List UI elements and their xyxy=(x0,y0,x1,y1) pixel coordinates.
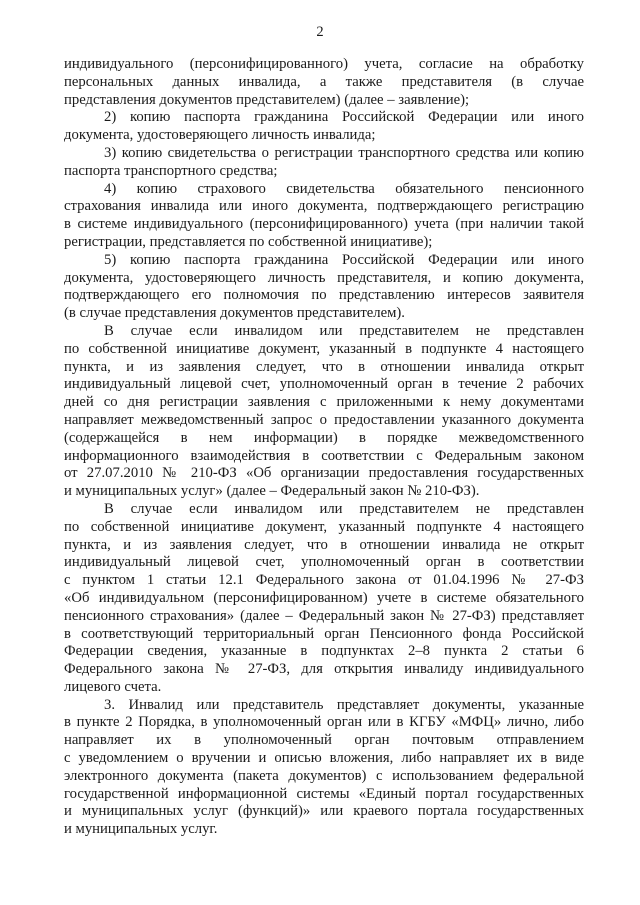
text-line: документа, удостоверяющего личность инвалида; xyxy=(64,127,376,144)
text-line: пункта, и из заявления следует, что в отношении инвалида открыт xyxy=(64,358,584,375)
text-line: представления документов представителем) (далее – заявление); xyxy=(64,91,470,108)
list-item-2 xyxy=(64,109,584,145)
text-line: по собственной инициативе документ, указанный в подпункте 4 настоящего xyxy=(64,340,584,357)
paragraph-application-end xyxy=(64,56,584,109)
paragraph-section-3 xyxy=(64,697,584,839)
text-line: и муниципальных услуг. xyxy=(64,821,218,838)
text-line: по собственной инициативе документ, указанный подпункте 4 настоящего xyxy=(64,518,584,535)
text-line: подтверждающего его полномочия по представлению интересов заявителя xyxy=(64,287,584,304)
text-line: и муниципальных услуг (функций)» или краевого портала государственных xyxy=(64,803,584,820)
paragraph-account-opened xyxy=(64,323,584,501)
text-line: в системе индивидуального (персонифицированного) учета (при наличии такой xyxy=(64,216,584,233)
text-line: дней со дня регистрации заявления с приложенными к нему документами xyxy=(64,394,584,411)
text-line: «Об индивидуальном (персонифицированном) учете в системе обязательного xyxy=(64,589,584,606)
text-line: Федерального закона № 27-ФЗ, для открытия инвалиду индивидуального xyxy=(64,661,584,678)
text-line: индивидуальный лицевой счет, уполномоченный орган в течение 2 рабочих xyxy=(64,376,584,393)
text-line: в пункте 2 Порядка, в уполномоченный орган или в КГБУ «МФЦ» лично, либо xyxy=(64,714,584,731)
text-line: и муниципальных услуг» (далее – Федеральный закон № 210-ФЗ). xyxy=(64,483,480,500)
text-line: с уведомлением о вручении и описью вложения, либо направляет их в виде xyxy=(64,750,584,767)
document-body xyxy=(64,56,584,839)
paragraph-account-not-opened xyxy=(64,501,584,697)
text-line: (в случае представления документов представителем). xyxy=(64,305,405,322)
text-line: лицевого счета. xyxy=(64,678,162,695)
text-line: с пунктом 1 статьи 12.1 Федерального закона от 01.04.1996 № 27-ФЗ xyxy=(64,572,584,589)
text-line: 3. Инвалид или представитель представляет документы, указанные xyxy=(104,696,584,713)
text-line: регистрации, представляется по собственной инициативе); xyxy=(64,233,433,250)
text-line: пункта, и из заявления следует, что в отношении инвалида не открыт xyxy=(64,536,584,553)
text-line: страхования инвалида или иного документа, подтверждающего регистрацию xyxy=(64,198,584,215)
list-item-5 xyxy=(64,252,584,323)
text-line: В случае если инвалидом или представителем не представлен xyxy=(104,500,584,517)
text-line: электронного документа (пакета документов) с использованием федеральной xyxy=(64,767,584,784)
text-line: индивидуального (персонифицированного) учета, согласие на обработку xyxy=(64,56,584,72)
text-line: паспорта транспортного средства; xyxy=(64,162,278,179)
text-line: информационного взаимодействия в соответствии с Федеральным законом xyxy=(64,447,584,464)
text-line: Федерации сведения, указанные в подпунктах 2–8 пункта 2 статьи 6 xyxy=(64,643,584,660)
text-line: 4) копию страхового свидетельства обязательного пенсионного xyxy=(104,180,584,197)
list-item-3 xyxy=(64,145,584,181)
text-line: в соответствующий территориальный орган Пенсионного фонда Российской xyxy=(64,625,584,642)
text-line: направляет межведомственный запрос о предоставлении указанного документа xyxy=(64,411,584,428)
text-line: персональных данных инвалида, а также представителя (в случае xyxy=(64,73,584,90)
text-line: индивидуальный лицевой счет, уполномоченный орган в соответствии xyxy=(64,554,584,571)
text-line: В случае если инвалидом или представителем не представлен xyxy=(104,322,584,339)
text-line: направляет их в уполномоченный орган почтовым отправлением xyxy=(64,732,584,749)
page-number: 2 xyxy=(316,24,324,40)
text-line: от 27.07.2010 № 210-ФЗ «Об организации предоставления государственных xyxy=(64,465,584,482)
text-line: (содержащейся в нем информации) в порядке межведомственного xyxy=(64,429,584,446)
text-line: государственной информационной системы «Единый портал государственных xyxy=(64,785,584,802)
text-line: пенсионного страхования» (далее – Федеральный закон № 27-ФЗ) представляет xyxy=(64,607,584,624)
text-line: 2) копию паспорта гражданина Российской Федерации или иного xyxy=(104,109,584,126)
list-item-4 xyxy=(64,181,584,252)
text-line: документа, удостоверяющего личность представителя, и копию документа, xyxy=(64,269,584,286)
text-line: 5) копию паспорта гражданина Российской Федерации или иного xyxy=(104,251,584,268)
text-line: 3) копию свидетельства о регистрации транспортного средства или копию xyxy=(104,144,584,161)
